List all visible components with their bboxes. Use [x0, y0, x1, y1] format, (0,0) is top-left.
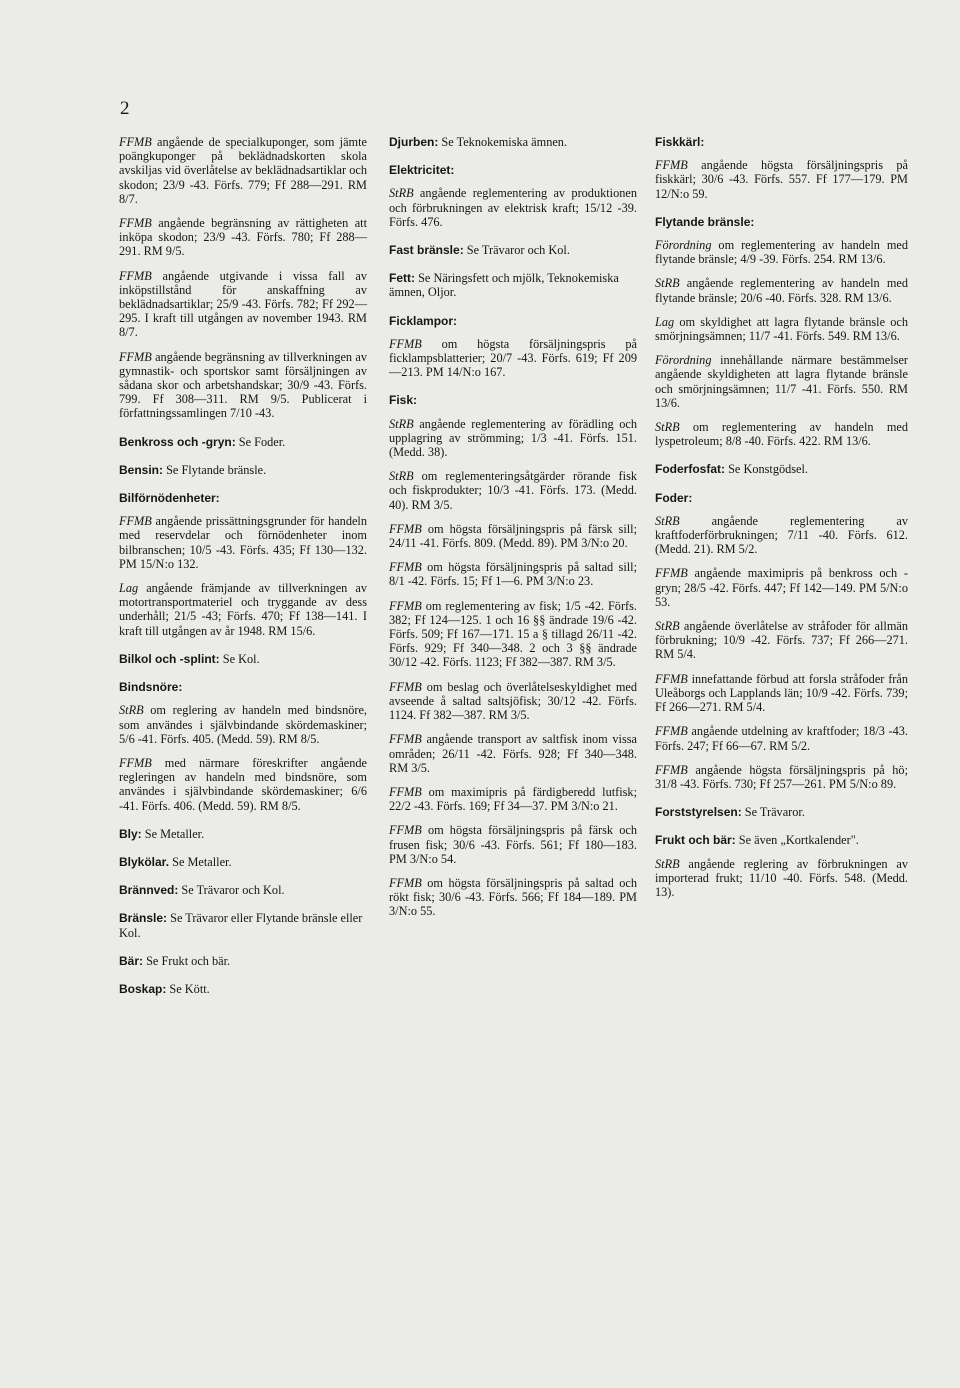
- regulation-paragraph: [119, 514, 367, 571]
- regulation-text: angående reglementering av kraftfoderförbrukningen; 7/11 -40. Förfs. 612. (Medd. 21). RM 5/2.: [655, 513, 908, 557]
- page-number: 2: [120, 98, 130, 119]
- entry-heading: [119, 680, 367, 694]
- entry-heading-text: Bilförnödenheter:: [119, 491, 220, 506]
- regulation-type: Lag: [655, 314, 675, 329]
- regulation-paragraph: [655, 566, 908, 609]
- regulation-text: angående begränsning av rättigheten att inköpa skodon; 23/9 -43. Förfs. 780; Ff 288—291. RM 9/5.: [119, 216, 367, 259]
- regulation-text: om reglementering av handeln med lyspetroleum; 8/8 -40. Förfs. 422. RM 13/6.: [655, 420, 908, 449]
- regulation-text: angående överlåtelse av stråfoder för allmän förbrukning; 10/9 -42. Förfs. 737; Ff 266—271. RM 5/4.: [655, 619, 908, 662]
- regulation-paragraph: [389, 732, 637, 775]
- entry-heading: [119, 982, 367, 996]
- regulation-text: angående de specialkuponger, som jämte poängkuponger på beklädnadskorten skola avskiljas vid överlåtelse av beklädnadsartiklar och skodon; 23/9 -43. Förfs. 779; Ff 288—291. RM 8/7.: [119, 135, 367, 206]
- cross-reference: Se Trävaror och Kol.: [178, 883, 285, 898]
- regulation-type: FFMB: [655, 724, 688, 739]
- index-entry: [655, 491, 908, 791]
- regulation-text: om högsta försäljningspris på färsk och frusen fisk; 30/6 -43. Förfs. 561; Ff 180—183. PM 3/N:o 54.: [389, 823, 637, 866]
- entry-heading-text: Bär:: [119, 953, 144, 968]
- regulation-text: innehållande närmare bestämmelser angående skyldigheten att lagra flytande bränsle och smörjningsämnen; 11/7 -41. Förfs. 550. RM 13/6.: [655, 353, 908, 410]
- regulation-text: om maximipris på färdigberedd lutfisk; 22/2 -43. Förfs. 169; Ff 34—37. PM 3/N:o 21.: [389, 784, 637, 814]
- regulation-paragraph: [119, 581, 367, 638]
- regulation-type: StRB: [655, 420, 680, 435]
- entry-heading: [119, 827, 367, 841]
- entry-heading: [655, 215, 908, 229]
- regulation-type: StRB: [389, 186, 414, 201]
- regulation-text: angående begränsning av tillverkningen av gymnastik- och sportskor samt försäljningen av sådana skor och arbetshandskar; 30/9 -43. Förfs. 799. Ff 308—311. RM 9/5. Publicerat i författningssamlingen 7/10 -43.: [119, 349, 367, 421]
- regulation-type: FFMB: [119, 349, 152, 364]
- regulation-text: angående transport av saltfisk inom vissa områden; 26/11 -42. Förfs. 928; Ff 340—348. RM 3/5.: [389, 732, 637, 775]
- regulation-text: om reglementering av fisk; 1/5 -42. Förfs. 382; Ff 124—125. 1 och 16 §§ ändrade 19/6 -42. Förfs. 509; Ff 167—171. 15 a § tillagd 26/11 -42. Förfs. 929; Ff 340—348. 2 och 3 §§ ändrade 30/12 -42. Förfs. 1123; Ff 382—387. RM 3/5.: [389, 598, 637, 670]
- index-entry: [119, 491, 367, 638]
- entry-heading: [389, 271, 637, 299]
- regulation-text: om reglering av handeln med bindsnöre, som användes i självbindande skördemaskiner; 5/6 -41. Förfs. 405. (Medd. 59). RM 8/5.: [119, 703, 367, 746]
- regulation-paragraph: [655, 158, 908, 201]
- regulation-paragraph: [655, 763, 908, 791]
- index-entry: [655, 462, 908, 476]
- entry-heading: [389, 135, 637, 149]
- regulation-paragraph: [389, 876, 637, 919]
- index-entry: [389, 271, 637, 299]
- regulation-paragraph: [119, 269, 367, 340]
- regulation-text: om skyldighet att lagra flytande bränsle och smörjningsämnen; 11/7 -41. Förfs. 549. RM 13/6.: [655, 314, 908, 344]
- regulation-text: angående högsta försäljningspris på hö; 31/8 -43. Förfs. 730; Ff 257—261. PM 5/N:o 89.: [655, 762, 908, 791]
- regulation-type: FFMB: [389, 598, 422, 613]
- entry-heading-text: Djurben:: [389, 135, 439, 149]
- regulation-type: FFMB: [119, 216, 152, 231]
- index-entry: [119, 982, 367, 996]
- regulation-type: FFMB: [655, 671, 688, 686]
- cross-reference: Se Metaller.: [141, 826, 205, 841]
- cross-reference: Se Teknokemiska ämnen.: [438, 135, 568, 149]
- entry-heading: [389, 393, 637, 407]
- regulation-paragraph: [389, 680, 637, 723]
- regulation-type: FFMB: [655, 566, 688, 581]
- regulation-text: angående maximipris på benkross och -gryn; 28/5 -42. Förfs. 447; Ff 142—149. PM 5/N:o 53.: [655, 566, 908, 609]
- index-entry: [119, 954, 367, 968]
- regulation-text: om beslag och överlåtelseskyldighet med avseende å saltad saltsjöfisk; 30/12 -42. Förfs. 1124. Ff 382—387. RM 3/5.: [389, 679, 637, 723]
- entry-heading: [119, 435, 367, 449]
- index-entry: [389, 393, 637, 918]
- regulation-text: angående reglementering av produktionen och förbrukningen av elektrisk kraft; 15/12 -39. Förfs. 476.: [389, 186, 637, 229]
- cross-reference: Se Kött.: [166, 981, 210, 996]
- entry-heading: [119, 911, 367, 939]
- entry-heading-text: Forststyrelsen:: [655, 805, 742, 820]
- entry-heading-text: Bly:: [119, 826, 142, 841]
- regulation-text: om högsta försäljningspris på saltad och rökt fisk; 30/6 -43. Förfs. 566; Ff 184—189. PM 3/N:o 55.: [389, 875, 637, 919]
- entry-heading: [389, 243, 637, 257]
- entry-heading: [119, 491, 367, 505]
- index-entry: [119, 827, 367, 841]
- cross-reference: Se även „Kortkalender".: [735, 833, 859, 848]
- regulation-type: Förordning: [655, 353, 712, 368]
- entry-heading-text: Blykölar.: [119, 854, 170, 869]
- index-column-2: [389, 135, 637, 933]
- cross-reference: Se Konstgödsel.: [725, 462, 809, 477]
- index-entry: [119, 463, 367, 477]
- regulation-paragraph: [119, 756, 367, 813]
- entry-heading: [119, 954, 367, 968]
- regulation-paragraph: [389, 560, 637, 588]
- entry-heading: [655, 135, 908, 149]
- regulation-paragraph: [389, 337, 637, 380]
- entry-heading-text: Elektricitet:: [389, 163, 455, 178]
- entry-heading-text: Fisk:: [389, 393, 418, 408]
- regulation-paragraph: [389, 522, 637, 550]
- regulation-text: angående reglering av förbrukningen av importerad frukt; 11/10 -40. Förfs. 548. (Medd. 13).: [655, 856, 908, 899]
- regulation-type: FFMB: [389, 732, 422, 747]
- entry-heading-text: Brännved:: [119, 883, 179, 898]
- regulation-type: StRB: [655, 856, 680, 871]
- regulation-type: Lag: [119, 581, 139, 596]
- entry-heading: [655, 805, 908, 819]
- entry-heading: [119, 855, 367, 869]
- regulation-text: angående främjande av tillverkningen av motortransportmateriel och tryggande av dess underhåll; 21/5 -43; Förfs. 470; Ff 138—141. I kraft till utgången av år 1948. RM 15/6.: [119, 581, 367, 638]
- entry-heading: [655, 833, 908, 847]
- regulation-paragraph: [655, 672, 908, 715]
- regulation-paragraph: [119, 350, 367, 421]
- index-entry: [389, 243, 637, 257]
- entry-heading-text: Benkross och -gryn:: [119, 434, 236, 449]
- regulation-type: FFMB: [389, 521, 422, 536]
- regulation-text: om högsta försäljningspris på färsk sill; 24/11 -41. Förfs. 809. (Medd. 89). PM 3/N:o 20.: [389, 521, 637, 551]
- index-entry: [119, 652, 367, 666]
- entry-heading-text: Frukt och bär:: [655, 833, 736, 848]
- regulation-paragraph: [119, 703, 367, 746]
- index-entry: [655, 215, 908, 449]
- entry-heading-text: Fast bränsle:: [389, 243, 464, 258]
- regulation-type: Förordning: [655, 238, 712, 253]
- regulation-paragraph: [655, 420, 908, 448]
- cross-reference: Se Näringsfett och mjölk, Teknokemiska ämnen, Oljor.: [389, 271, 619, 300]
- regulation-text: om reglementering av handeln med flytande bränsle; 4/9 -39. Förfs. 254. RM 13/6.: [655, 238, 908, 267]
- entry-heading: [655, 462, 908, 476]
- index-entry: [119, 135, 367, 421]
- entry-heading-text: Fiskkärl:: [655, 135, 705, 149]
- regulation-text: angående reglementering av förädling och upplagring av strömming; 1/3 -41. Förfs. 151. (Medd. 38).: [389, 416, 637, 460]
- entry-heading-text: Bilkol och -splint:: [119, 651, 220, 666]
- regulation-type: FFMB: [119, 268, 152, 283]
- index-entry: [655, 805, 908, 819]
- regulation-type: StRB: [119, 703, 144, 718]
- regulation-text: angående högsta försäljningspris på fiskkärl; 30/6 -43. Förfs. 557. Ff 177—179. PM 12/N:o 59.: [655, 158, 908, 201]
- index-entry: [655, 135, 908, 201]
- regulation-text: om högsta försäljningspris på saltad sill; 8/1 -42. Förfs. 15; Ff 1—6. PM 3/N:o 23.: [389, 560, 637, 589]
- entry-heading-text: Foderfosfat:: [655, 462, 725, 477]
- entry-heading-text: Bensin:: [119, 462, 164, 477]
- cross-reference: Se Flytande bränsle.: [163, 462, 267, 477]
- index-entry: [389, 314, 637, 380]
- cross-reference: Se Frukt och bär.: [143, 953, 231, 968]
- regulation-paragraph: [389, 823, 637, 866]
- cross-reference: Se Trävaror.: [741, 805, 805, 820]
- regulation-type: FFMB: [389, 875, 422, 890]
- regulation-text: om högsta försäljningspris på ficklampsblatterier; 20/7 -43. Förfs. 619; Ff 209—213. PM 14/N:o 167.: [389, 336, 637, 380]
- regulation-paragraph: [389, 785, 637, 813]
- regulation-type: StRB: [389, 416, 414, 431]
- cross-reference: Se Kol.: [219, 651, 260, 666]
- regulation-type: FFMB: [655, 762, 688, 777]
- entry-heading-text: Foder:: [655, 490, 693, 505]
- regulation-type: FFMB: [389, 336, 422, 351]
- index-entry: [119, 855, 367, 869]
- entry-heading-text: Bindsnöre:: [119, 680, 183, 695]
- regulation-text: angående utgivande i vissa fall av inköpstillstånd för anskaffning av beklädnadsartiklar; 25/9 -43. Förfs. 782; Ff 292—295. I kraft till utgången av november 1943. RM 8/7.: [119, 268, 367, 340]
- regulation-paragraph: [389, 417, 637, 460]
- regulation-paragraph: [655, 514, 908, 557]
- regulation-type: StRB: [389, 469, 414, 484]
- regulation-text: med närmare föreskrifter angående regleringen av handeln med bindsnöre, som användes i självbindande skördemaskiner; 6/6 -41. Förfs. 406. (Medd. 59). RM 8/5.: [119, 755, 367, 813]
- entry-heading-text: Ficklampor:: [389, 313, 458, 328]
- regulation-type: FFMB: [389, 823, 422, 838]
- regulation-paragraph: [655, 724, 908, 752]
- regulation-paragraph: [389, 186, 637, 229]
- entry-heading-text: Fett:: [389, 271, 415, 286]
- index-entry: [389, 163, 637, 229]
- regulation-text: innefattande förbud att forsla stråfoder från Uleåborgs och Lapplands län; 10/9 -42. Förfs. 739; Ff 266—271. RM 5/4.: [655, 671, 908, 715]
- regulation-type: FFMB: [389, 560, 422, 575]
- index-column-1: [119, 135, 367, 1010]
- entry-heading: [119, 463, 367, 477]
- entry-heading: [655, 491, 908, 505]
- index-entry: [119, 680, 367, 813]
- regulation-type: StRB: [655, 619, 680, 634]
- entry-heading: [389, 163, 637, 177]
- index-entry: [119, 435, 367, 449]
- regulation-type: FFMB: [655, 158, 688, 173]
- entry-heading-text: Bränsle:: [119, 911, 168, 926]
- index-entry: [389, 135, 637, 149]
- cross-reference: Se Foder.: [235, 434, 286, 449]
- entry-heading-text: Boskap:: [119, 981, 167, 996]
- regulation-type: FFMB: [119, 514, 152, 529]
- index-entry: [119, 911, 367, 939]
- regulation-type: FFMB: [389, 784, 422, 799]
- cross-reference: Se Trävaror eller Flytande bränsle eller Kol.: [119, 911, 363, 940]
- entry-heading-text: Flytande bränsle:: [655, 214, 755, 229]
- entry-heading: [389, 314, 637, 328]
- regulation-text: om reglementeringsåtgärder rörande fisk och fiskprodukter; 10/3 -41. Förfs. 173. (Medd. 40). RM 3/5.: [389, 469, 637, 512]
- regulation-paragraph: [655, 857, 908, 900]
- cross-reference: Se Metaller.: [169, 854, 232, 869]
- regulation-type: StRB: [655, 513, 680, 528]
- regulation-paragraph: [655, 276, 908, 304]
- regulation-text: angående prissättningsgrunder för handeln med reservdelar och förnödenheter inom bilbranschen; 10/5 -43. Förfs. 435; Ff 130—132. PM 15/N:o 132.: [119, 514, 367, 571]
- cross-reference: Se Trävaror och Kol.: [463, 243, 570, 258]
- regulation-paragraph: [119, 135, 367, 206]
- regulation-paragraph: [389, 469, 637, 512]
- regulation-paragraph: [655, 238, 908, 266]
- regulation-type: FFMB: [119, 755, 152, 770]
- regulation-paragraph: [655, 315, 908, 343]
- index-entry: [119, 883, 367, 897]
- regulation-type: StRB: [655, 276, 680, 291]
- regulation-paragraph: [655, 619, 908, 662]
- index-column-3: [655, 135, 908, 913]
- regulation-type: FFMB: [119, 135, 152, 149]
- entry-heading: [119, 652, 367, 666]
- regulation-paragraph: [389, 599, 637, 670]
- regulation-text: angående reglementering av handeln med flytande bränsle; 20/6 -40. Förfs. 328. RM 13/6.: [655, 276, 908, 305]
- regulation-type: FFMB: [389, 679, 422, 694]
- entry-heading: [119, 883, 367, 897]
- regulation-paragraph: [655, 353, 908, 410]
- index-entry: [655, 833, 908, 899]
- regulation-paragraph: [119, 216, 367, 259]
- regulation-text: angående utdelning av kraftfoder; 18/3 -43. Förfs. 247; Ff 66—67. RM 5/2.: [655, 724, 908, 753]
